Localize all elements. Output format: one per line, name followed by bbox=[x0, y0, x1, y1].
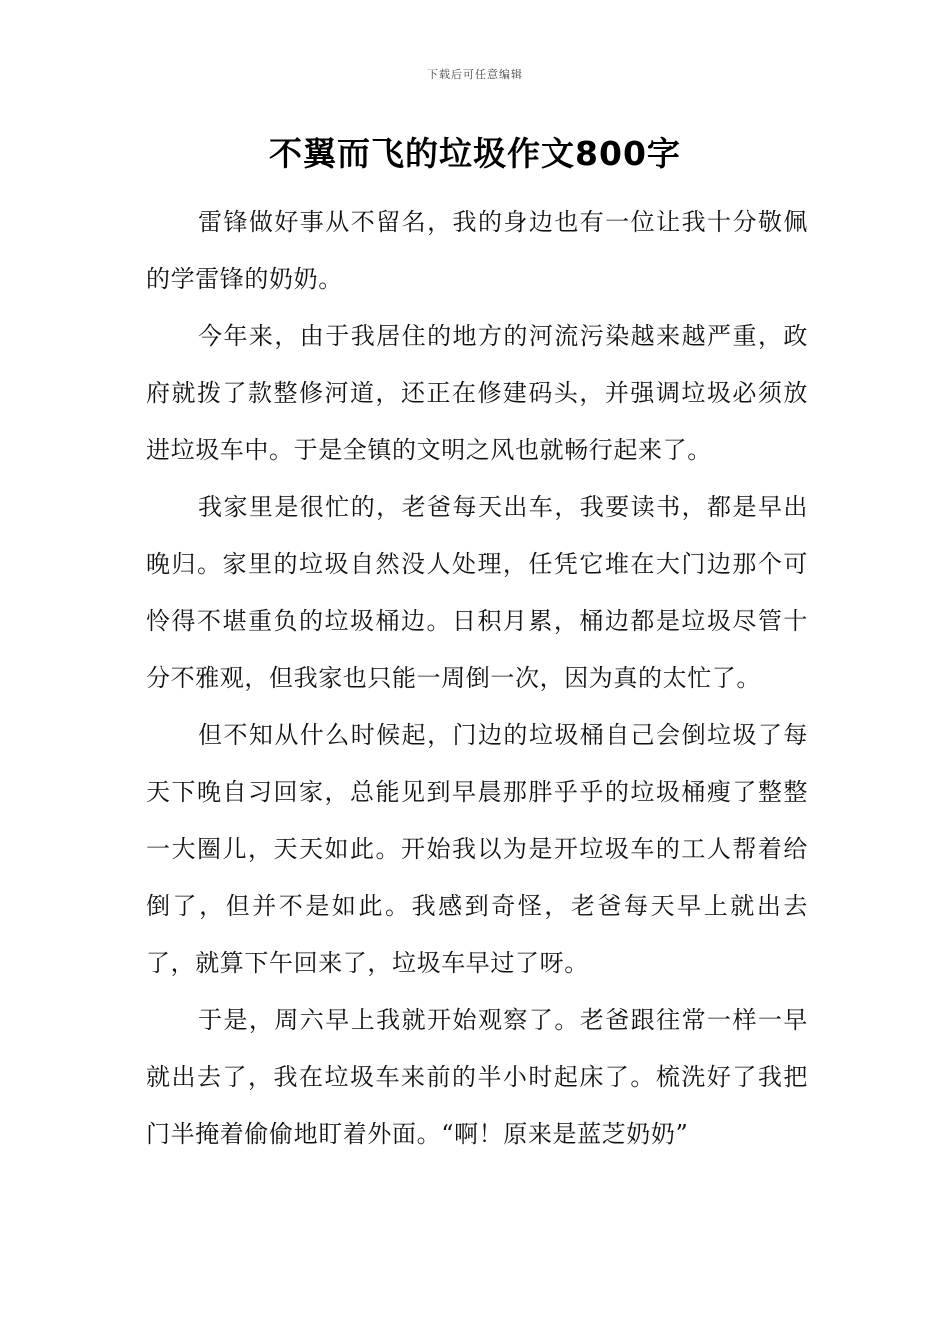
paragraph: 雷锋做好事从不留名，我的身边也有一位让我十分敬佩的学雷锋的奶奶。 bbox=[146, 208, 808, 293]
paragraph: 我家里是很忙的，老爸每天出车，我要读书，都是早出晚归。家里的垃圾自然没人处理，任凭它堆在大门边那个可怜得不堪重负的垃圾桶边。日积月累，桶边都是垃圾尽管十分不雅观，但我家也只能一周倒一次，因为真的太忙了。 bbox=[146, 493, 808, 692]
document-title: 不翼而飞的垃圾作文800字 bbox=[269, 134, 681, 173]
paragraph: 但不知从什么时候起，门边的垃圾桶自己会倒垃圾了每天下晚自习回家，总能见到早晨那胖乎乎的垃圾桶瘦了整整一大圈儿，天天如此。开始我以为是开垃圾车的工人帮着给倒了，但并不是如此。我感到奇怪，老爸每天早上就出去了，就算下午回来了，垃圾车早过了呀。 bbox=[146, 721, 808, 977]
paragraph: 于是，周六早上我就开始观察了。老爸跟往常一样一早就出去了，我在垃圾车来前的半小时起床了。梳洗好了我把门半掩着偷偷地盯着外面。“啊！原来是蓝芝奶奶” bbox=[146, 1006, 808, 1148]
paragraph: 今年来，由于我居住的地方的河流污染越来越严重，政府就拨了款整修河道，还正在修建码头，并强调垃圾必须放进垃圾车中。于是全镇的文明之风也就畅行起来了。 bbox=[146, 322, 808, 464]
header-note: 下载后可任意编辑 bbox=[427, 68, 523, 81]
document-body bbox=[146, 194, 808, 1163]
